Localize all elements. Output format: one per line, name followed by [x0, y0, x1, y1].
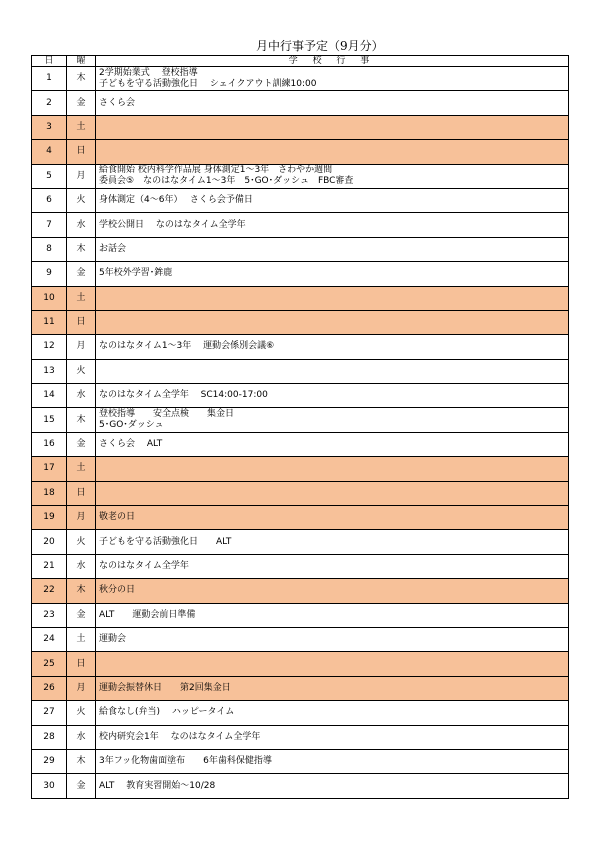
day-cell: 11: [32, 310, 67, 334]
weekday-cell: 日: [67, 652, 96, 676]
table-row: [32, 237, 569, 261]
weekday-cell: 金: [67, 262, 96, 286]
table-row: [32, 408, 569, 432]
weekday-cell: 火: [67, 359, 96, 383]
day-cell: 23: [32, 603, 67, 627]
weekday-cell: 金: [67, 91, 96, 115]
event-line: なのはなタイム1～3年 運動会係別会議⑥: [99, 341, 275, 352]
event-line: 運動会: [99, 634, 127, 645]
event-line: 校内研究会1年 なのはなタイム全学年: [99, 731, 261, 742]
weekday-cell: 金: [67, 774, 96, 798]
table-row: [32, 481, 569, 505]
events-cell: [96, 530, 569, 554]
event-line: 運動会振替休日 第2回集金日: [99, 682, 231, 693]
events-cell: [96, 335, 569, 359]
day-cell: 8: [32, 237, 67, 261]
table-row: [32, 554, 569, 578]
events-cell: [96, 359, 569, 383]
day-cell: 19: [32, 506, 67, 530]
day-cell: 22: [32, 579, 67, 603]
weekday-cell: 水: [67, 213, 96, 237]
weekday-cell: 月: [67, 506, 96, 530]
weekday-cell: 木: [67, 67, 96, 91]
weekday-cell: 土: [67, 457, 96, 481]
page-title: 月中行事予定（9月分）: [256, 39, 384, 53]
events-cell: [96, 749, 569, 773]
weekday-cell: 水: [67, 384, 96, 408]
table-row: [32, 91, 569, 115]
table-row: [32, 213, 569, 237]
table-row: [32, 310, 569, 334]
event-line: 身体測定（4～6年） さくら会予備日: [99, 195, 253, 206]
table-row: [32, 262, 569, 286]
event-line: 学校公開日 なのはなタイム全学年: [99, 219, 246, 230]
event-line: さくら会 ALT: [99, 439, 163, 450]
table-row: [32, 530, 569, 554]
table-row: [32, 506, 569, 530]
day-cell: 3: [32, 115, 67, 139]
weekday-cell: 土: [67, 286, 96, 310]
day-cell: 10: [32, 286, 67, 310]
column-header-weekday: 曜: [67, 56, 96, 67]
table-row: [32, 457, 569, 481]
table-row: [32, 579, 569, 603]
day-cell: 6: [32, 188, 67, 212]
table-header-row: [32, 56, 569, 67]
events-cell: [96, 506, 569, 530]
weekday-cell: 火: [67, 188, 96, 212]
table-row: [32, 359, 569, 383]
table-row: [32, 676, 569, 700]
weekday-cell: 日: [67, 310, 96, 334]
events-cell: [96, 457, 569, 481]
event-line: さくら会: [99, 97, 136, 108]
events-cell: [96, 408, 569, 432]
event-line: 2学期始業式 登校指導: [99, 67, 198, 78]
weekday-cell: 金: [67, 432, 96, 456]
column-header-day: 日: [32, 56, 67, 67]
table-row: [32, 725, 569, 749]
table-row: [32, 432, 569, 456]
events-cell: [96, 554, 569, 578]
events-cell: [96, 627, 569, 651]
table-row: [32, 627, 569, 651]
table-row: [32, 749, 569, 773]
weekday-cell: 月: [67, 335, 96, 359]
schedule-table: [31, 55, 569, 799]
weekday-cell: 日: [67, 481, 96, 505]
day-cell: 5: [32, 164, 67, 188]
event-line: 給食なし(弁当) ハッピータイム: [99, 707, 235, 718]
weekday-cell: 木: [67, 579, 96, 603]
day-cell: 13: [32, 359, 67, 383]
event-line: 5年校外学習･鉾鹿: [99, 268, 173, 279]
events-cell: [96, 213, 569, 237]
day-cell: 29: [32, 749, 67, 773]
table-row: [32, 652, 569, 676]
events-cell: [96, 91, 569, 115]
events-cell: [96, 237, 569, 261]
event-line: 登校指導 安全点検 集金日: [99, 409, 235, 420]
weekday-cell: 月: [67, 164, 96, 188]
column-header-events: 学 校 行 事: [96, 56, 569, 67]
events-cell: [96, 140, 569, 164]
event-line: 子どもを守る活動強化日 ALT: [99, 536, 232, 547]
event-line: 5･GO･ダッシュ: [99, 420, 164, 431]
event-line: お話会: [99, 243, 127, 254]
schedule-rows: [32, 67, 569, 799]
events-cell: [96, 286, 569, 310]
day-cell: 12: [32, 335, 67, 359]
table-row: [32, 335, 569, 359]
table-row: [32, 140, 569, 164]
table-row: [32, 603, 569, 627]
day-cell: 4: [32, 140, 67, 164]
event-line: 委員会⑤ なのはなタイム1～3年 5･GO･ダッシュ FBC審査: [99, 176, 354, 187]
day-cell: 2: [32, 91, 67, 115]
events-cell: [96, 384, 569, 408]
events-cell: [96, 725, 569, 749]
weekday-cell: 土: [67, 115, 96, 139]
table-row: [32, 286, 569, 310]
day-cell: 25: [32, 652, 67, 676]
events-cell: [96, 701, 569, 725]
events-cell: [96, 310, 569, 334]
events-cell: [96, 164, 569, 188]
table-row: [32, 67, 569, 91]
event-line: なのはなタイム全学年 SC14:00-17:00: [99, 390, 268, 401]
day-cell: 27: [32, 701, 67, 725]
events-cell: [96, 676, 569, 700]
weekday-cell: 水: [67, 554, 96, 578]
day-cell: 9: [32, 262, 67, 286]
events-cell: [96, 603, 569, 627]
weekday-cell: 水: [67, 725, 96, 749]
weekday-cell: 金: [67, 603, 96, 627]
day-cell: 26: [32, 676, 67, 700]
events-cell: [96, 481, 569, 505]
table-row: [32, 701, 569, 725]
day-cell: 14: [32, 384, 67, 408]
event-line: 秋分の日: [99, 585, 136, 596]
weekday-cell: 火: [67, 701, 96, 725]
events-cell: [96, 432, 569, 456]
events-cell: [96, 188, 569, 212]
weekday-cell: 木: [67, 237, 96, 261]
table-row: [32, 115, 569, 139]
day-cell: 20: [32, 530, 67, 554]
day-cell: 30: [32, 774, 67, 798]
day-cell: 21: [32, 554, 67, 578]
weekday-cell: 木: [67, 749, 96, 773]
day-cell: 17: [32, 457, 67, 481]
events-cell: [96, 67, 569, 91]
event-line: 敬老の日: [99, 512, 136, 523]
event-line: 給食開始 校内科学作品展 身体測定1～3年 さわやか週間: [99, 165, 333, 176]
day-cell: 28: [32, 725, 67, 749]
day-cell: 1: [32, 67, 67, 91]
weekday-cell: 木: [67, 408, 96, 432]
table-row: [32, 774, 569, 798]
table-row: [32, 384, 569, 408]
event-line: ALT 教育実習開始～10/28: [99, 780, 216, 791]
events-cell: [96, 115, 569, 139]
day-cell: 15: [32, 408, 67, 432]
table-row: [32, 164, 569, 188]
day-cell: 7: [32, 213, 67, 237]
day-cell: 16: [32, 432, 67, 456]
events-cell: [96, 579, 569, 603]
event-line: 子どもを守る活動強化日 シェイクアウト訓練10:00: [99, 78, 317, 89]
day-cell: 24: [32, 627, 67, 651]
table-row: [32, 188, 569, 212]
weekday-cell: 月: [67, 676, 96, 700]
events-cell: [96, 652, 569, 676]
event-line: ALT 運動会前日準備: [99, 609, 196, 620]
weekday-cell: 土: [67, 627, 96, 651]
day-cell: 18: [32, 481, 67, 505]
events-cell: [96, 774, 569, 798]
events-cell: [96, 262, 569, 286]
weekday-cell: 火: [67, 530, 96, 554]
event-line: なのはなタイム全学年: [99, 561, 189, 571]
event-line: 3年フッ化物歯面塗布 6年歯科保健指導: [99, 756, 272, 767]
weekday-cell: 日: [67, 140, 96, 164]
